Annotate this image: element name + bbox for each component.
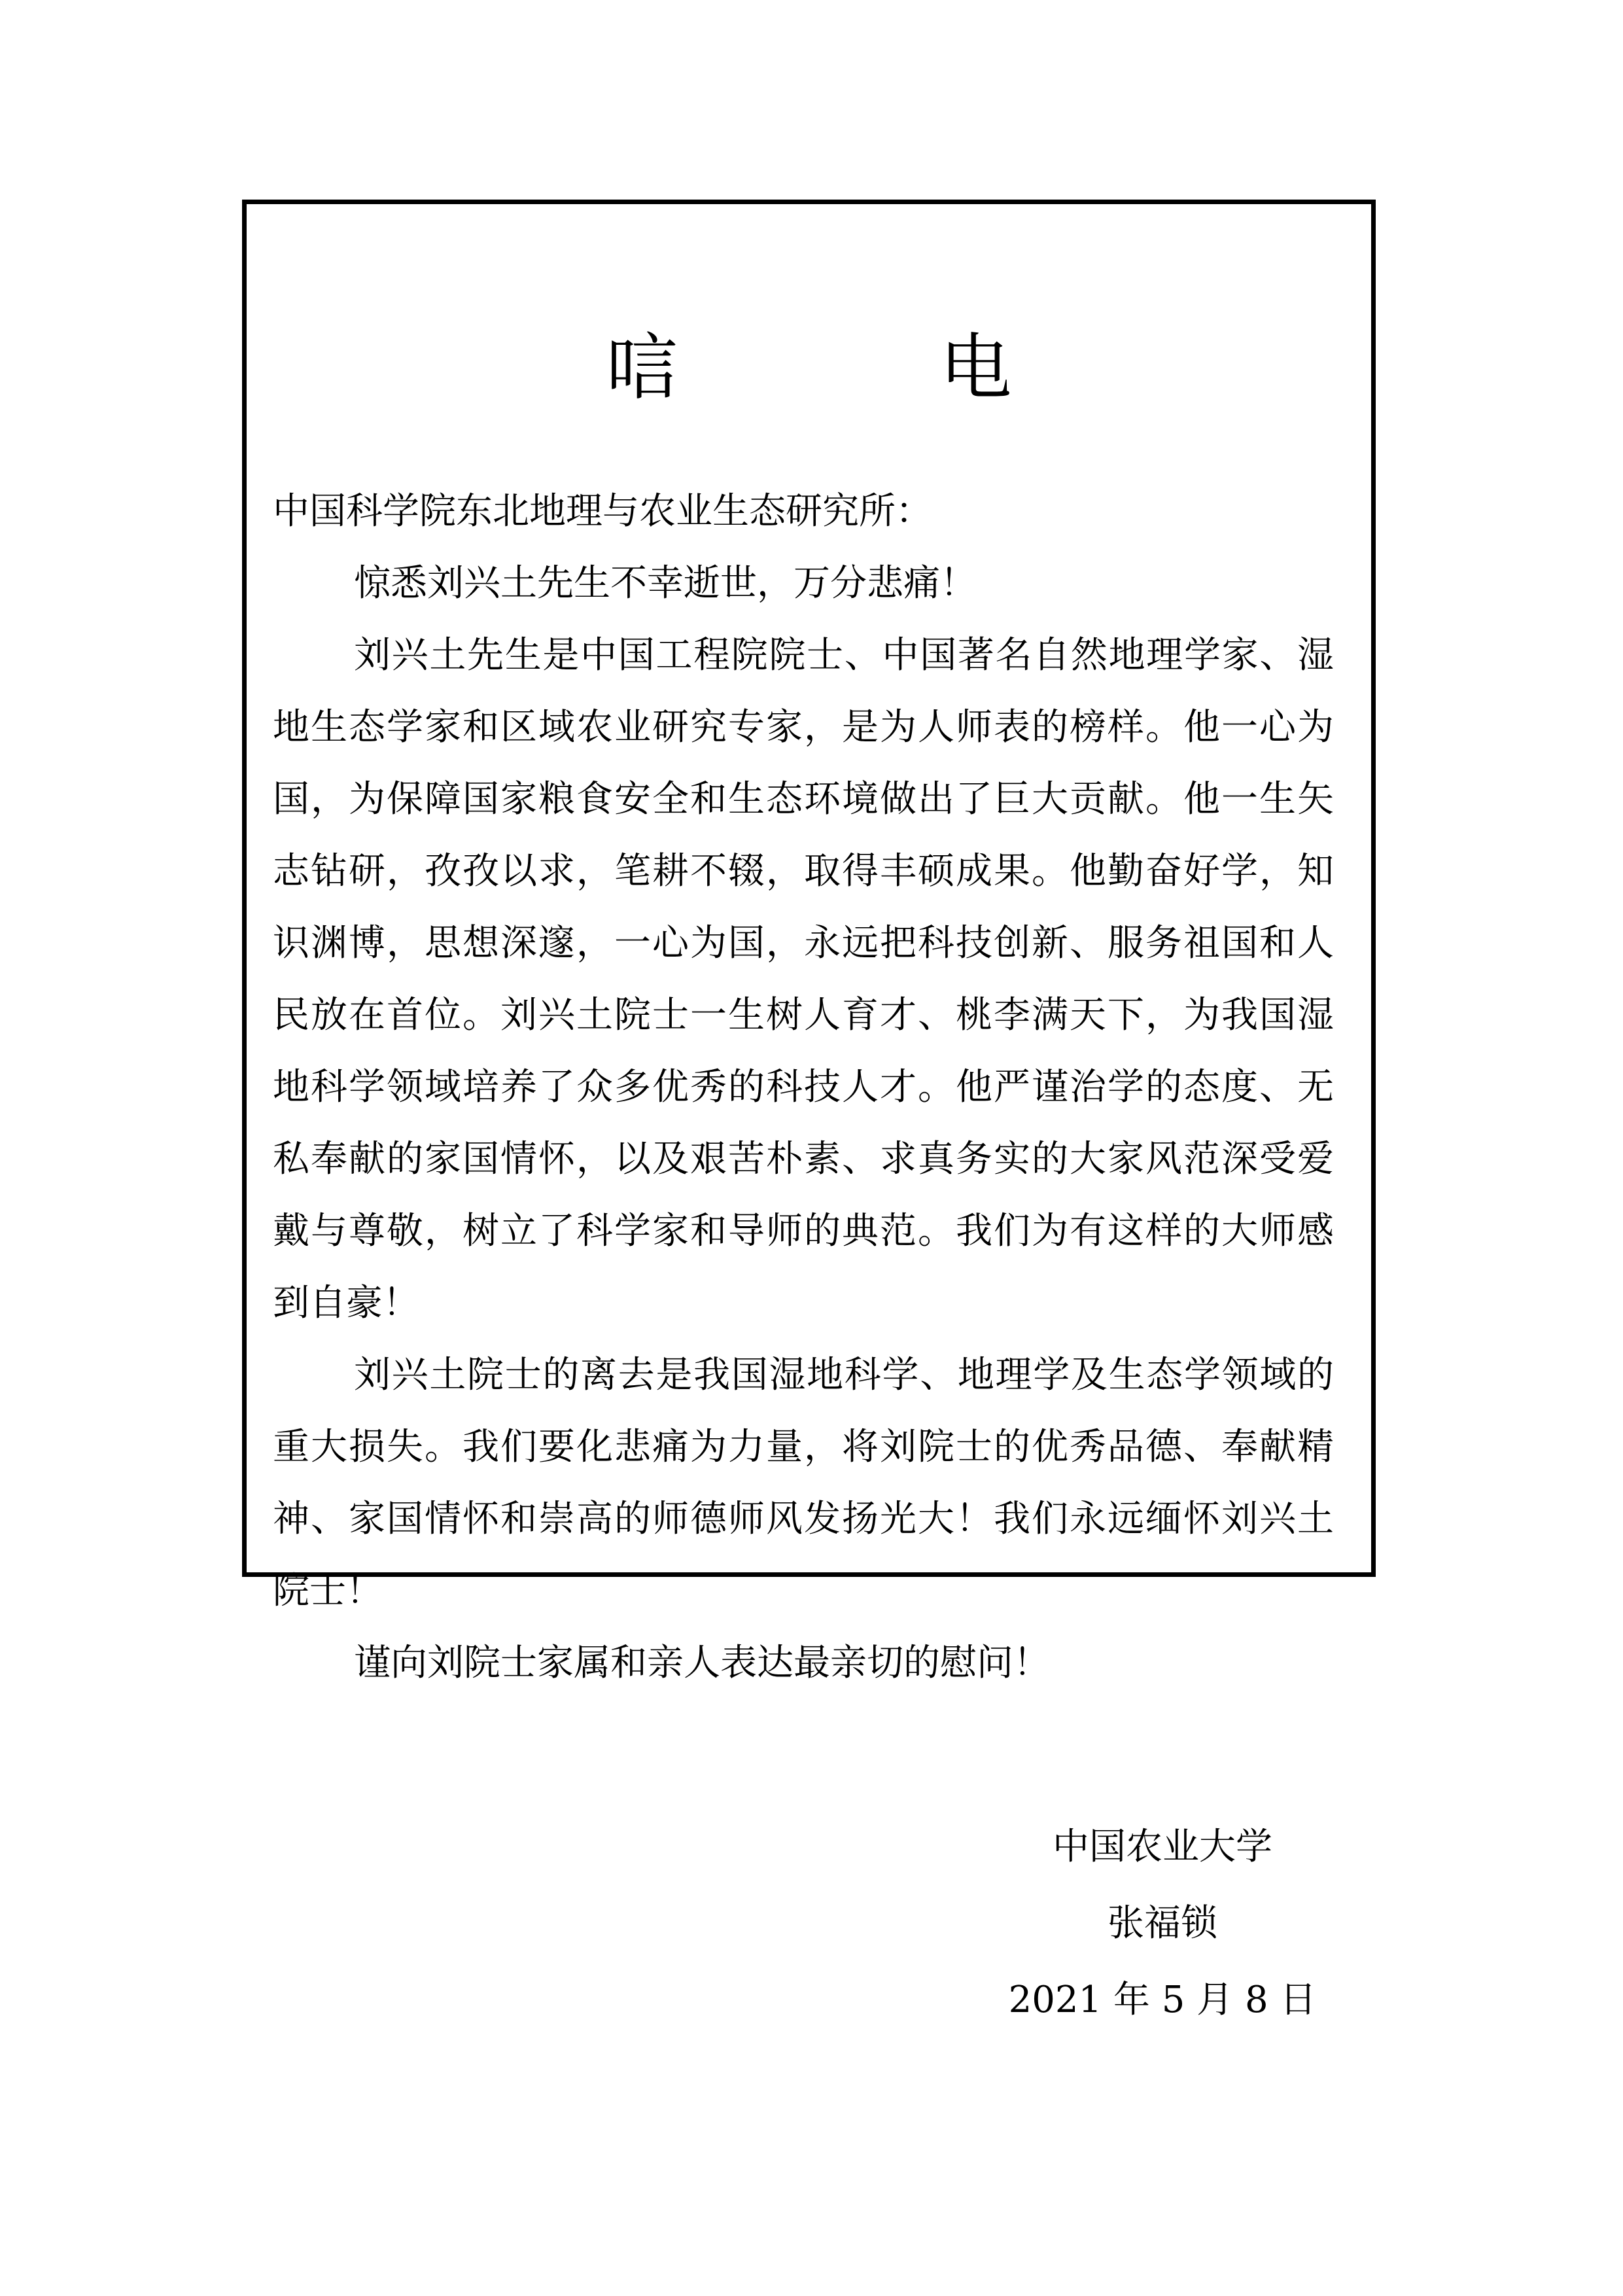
signature-name: 张福锁: [1108, 1902, 1217, 1945]
paragraph-loss: 刘兴土院士的离去是我国湿地科学、地理学及生态学领域的重大损失。我们要化悲痛为力量，将刘院士的优秀品德、奉献精神、家国情怀和崇高的师德师风发扬光大！我们永远缅怀刘兴土院士！: [273, 1354, 1334, 1612]
salutation: 中国科学院东北地理与农业生态研究所：: [273, 490, 932, 533]
paragraph-condolence-closing: 谨向刘院士家属和亲人表达最亲切的慰问！: [354, 1642, 1050, 1684]
document-body: [273, 476, 1334, 1699]
document-title: 唁 电: [606, 326, 1107, 410]
paragraph-tribute: 刘兴土先生是中国工程院院士、中国著名自然地理学家、湿地生态学家和区域农业研究专家，是为人师表的榜样。他一心为国，为保障国家粮食安全和生态环境做出了巨大贡献。他一生矢志钻研，孜孜以求，笔耕不辍，取得丰硕成果。他勤奋好学，知识渊博，思想深邃，一心为国，永远把科技创新、服务祖国和人民放在首位。刘兴土院士一生树人育才、桃李满天下，为我国湿地科学领域培养了众多优秀的科技人才。他严谨治学的态度、无私奉献的家国情怀，以及艰苦朴素、求真务实的大家风范深受爱戴与尊敬，树立了科学家和导师的典范。我们为有这样的大师感到自豪！: [273, 634, 1334, 1324]
signature-date: 2021 年 5 月 8 日: [1008, 1979, 1317, 2021]
document-border-frame: [242, 200, 1376, 2021]
paragraph-condolence-opening: 惊悉刘兴土先生不幸逝世，万分悲痛！: [354, 562, 977, 605]
signature-organization: 中国农业大学: [1053, 1826, 1272, 1868]
signature-block: [1005, 1809, 1319, 2038]
